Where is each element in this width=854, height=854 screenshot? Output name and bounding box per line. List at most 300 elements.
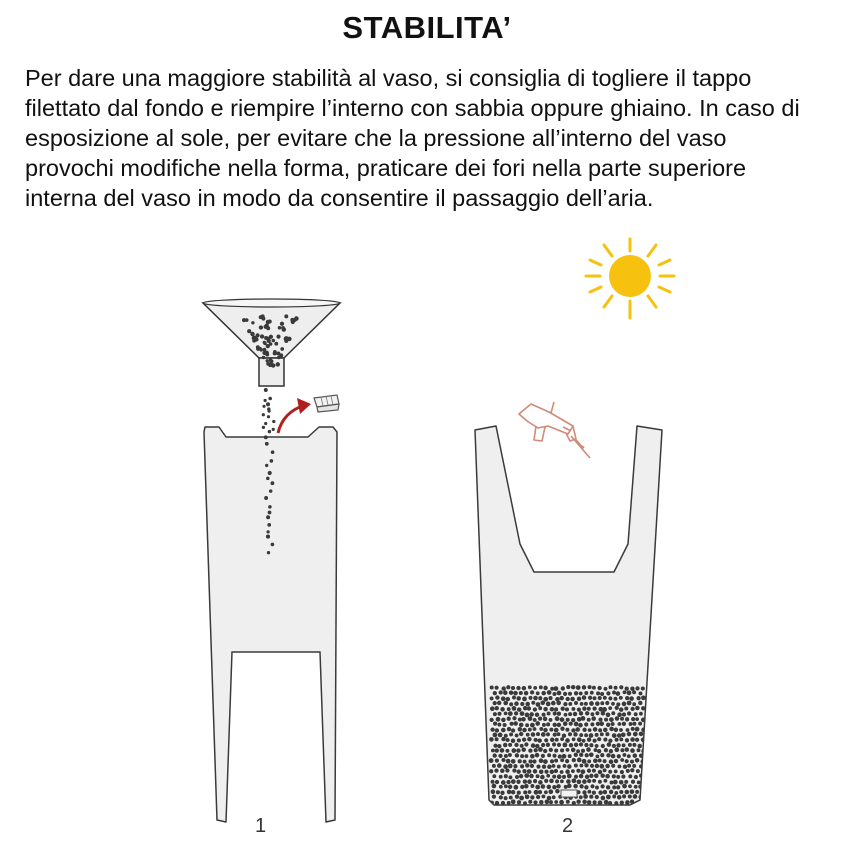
gravel-dot [625, 717, 629, 721]
gravel-dot [638, 784, 642, 788]
gravel-dot [642, 779, 646, 783]
gravel-dot [595, 786, 599, 790]
gravel-dot [556, 701, 561, 706]
gravel-dot [584, 743, 588, 747]
gravel-dot [567, 764, 572, 769]
gravel-dot [501, 718, 506, 723]
gravel-dot [614, 686, 618, 690]
gravel-dot [509, 796, 513, 800]
gravel-dot [541, 691, 546, 696]
gravel-dot [489, 737, 494, 742]
gravel-dot [528, 728, 532, 732]
gravel-dot [620, 758, 624, 762]
gravel-dot [560, 727, 564, 731]
gravel-dot [495, 686, 499, 690]
gravel-dot [517, 738, 521, 742]
gravel-dot [628, 743, 632, 747]
gravel-dot [611, 711, 615, 715]
gravel-dot [630, 748, 635, 753]
gravel-dot [582, 706, 586, 710]
gravel-dot [515, 775, 519, 779]
gravel-dot [612, 691, 616, 695]
gravel-dot [627, 711, 631, 715]
gravel-dot [622, 712, 626, 716]
gravel-dot [528, 716, 533, 721]
gravel-dot [637, 780, 641, 784]
gravel-dot [491, 749, 495, 753]
gravel-dot [567, 784, 572, 789]
gravel-dot [630, 737, 635, 742]
gravel-dot [513, 691, 518, 696]
gravel-dot [554, 686, 559, 691]
gravel-dot [501, 686, 505, 690]
gravel-dot [531, 701, 535, 705]
gravel-dot [594, 748, 598, 752]
gravel-dot [533, 696, 538, 701]
gravel-dot [593, 696, 597, 700]
gravel-dot [267, 551, 270, 554]
gravel-dot [528, 748, 532, 752]
gravel-dot [621, 732, 626, 737]
gravel-dot [536, 795, 540, 799]
gravel-dot [576, 749, 580, 753]
gravel-dot [557, 774, 562, 779]
gravel-dot [274, 342, 278, 346]
gravel-dot [533, 718, 537, 722]
gravel-dot [508, 764, 513, 769]
gravel-dot [574, 775, 578, 779]
gravel-dot [543, 717, 548, 722]
gravel-dot [563, 692, 567, 696]
gravel-dot [518, 759, 522, 763]
gravel-dot [546, 702, 551, 707]
gravel-dot [560, 748, 564, 752]
gravel-dot [607, 742, 612, 747]
gravel-dot [535, 744, 539, 748]
gravel-dot [622, 702, 627, 707]
gravel-dot [632, 722, 636, 726]
gravel-dot [574, 722, 579, 727]
gravel-dot [584, 733, 588, 737]
gravel-dot [256, 345, 260, 349]
gravel-dot [623, 765, 627, 769]
gravel-dot [264, 351, 269, 356]
gravel-dot [247, 329, 251, 333]
gravel-dot [553, 733, 557, 737]
gravel-dot [513, 721, 517, 725]
gravel-dot [519, 774, 523, 778]
gravel-dot [250, 332, 254, 336]
gravel-dot [489, 758, 494, 763]
gravel-dot [508, 775, 512, 779]
gravel-dot [541, 732, 546, 737]
gravel-dot [581, 769, 586, 774]
gravel-dot [525, 723, 529, 727]
gravel-dot [266, 515, 270, 519]
gravel-dot [520, 764, 524, 768]
gravel-dot [587, 800, 592, 805]
gravel-dot [535, 721, 540, 726]
gravel-dot [638, 701, 642, 705]
gravel-dot [264, 399, 267, 402]
gravel-dot [503, 701, 508, 706]
gravel-dot [266, 402, 270, 406]
gravel-dot [501, 696, 506, 701]
gravel-dot [553, 711, 557, 715]
gravel-dot [579, 764, 583, 768]
gravel-dot [612, 744, 616, 748]
gravel-dot [530, 690, 534, 694]
gravel-dot [507, 727, 511, 731]
gravel-dot [505, 768, 509, 772]
gravel-dot [263, 325, 267, 329]
gravel-dot [511, 739, 516, 744]
gravel-dot [641, 789, 646, 794]
gravel-dot [569, 722, 573, 726]
gravel-dot [530, 754, 535, 759]
gravel-dot [554, 749, 558, 753]
gravel-dot [543, 759, 548, 764]
gravel-dot [555, 789, 560, 794]
gravel-dot [622, 784, 627, 789]
gravel-dot [636, 696, 640, 700]
gravel-dot [595, 711, 599, 715]
gravel-dot [276, 352, 280, 356]
gravel-dot [511, 686, 515, 690]
gravel-dot [603, 759, 607, 763]
gravel-dot [504, 796, 508, 800]
gravel-dot [522, 697, 527, 702]
gravel-dot [549, 748, 553, 752]
gravel-dot [584, 691, 588, 695]
gravel-dot [606, 785, 610, 789]
gravel-dot [585, 711, 589, 715]
gravel-dot [589, 774, 593, 778]
gravel-dot [533, 769, 538, 774]
gravel-dot [573, 784, 578, 789]
gravel-dot [268, 505, 272, 509]
gravel-dot [504, 754, 508, 758]
gravel-dot [544, 770, 548, 774]
gravel-dot [501, 737, 505, 741]
gravel-dot [264, 422, 267, 425]
gravel-dot [620, 748, 624, 752]
gravel-dot [630, 799, 634, 803]
gravel-dot [620, 800, 624, 804]
gravel-dot [619, 728, 623, 732]
gravel-dot [543, 728, 547, 732]
gravel-dot [497, 723, 501, 727]
gravel-dot [617, 722, 621, 726]
gravel-dot [568, 692, 572, 696]
gravel-dot [267, 415, 270, 418]
gravel-dot [635, 706, 640, 711]
gravel-dot [565, 769, 570, 774]
gravel-dot [280, 322, 284, 326]
gravel-dot [632, 764, 636, 768]
gravel-dot [552, 775, 556, 779]
gravel-dot [629, 722, 633, 726]
gravel-dot [578, 723, 583, 728]
gravel-dot [619, 737, 623, 741]
gravel-dot [500, 791, 504, 795]
gravel-dot [608, 739, 612, 743]
arrow-icon [278, 398, 311, 433]
gravel-dot [539, 685, 543, 689]
gravel-dot [619, 685, 623, 689]
gravel-dot [533, 727, 537, 731]
gravel-dot [506, 759, 511, 764]
gravel-dot [539, 758, 544, 763]
gravel-dot [641, 728, 646, 733]
gravel-dot [573, 712, 577, 716]
gravel-dot [546, 743, 550, 747]
funnel-icon [203, 299, 340, 386]
gravel-dot [495, 780, 499, 784]
gravel-dot [492, 774, 496, 778]
gravel-dot [538, 790, 542, 794]
gravel-dot [268, 430, 271, 433]
gravel-dot [603, 779, 607, 783]
gravel-dot [598, 728, 602, 732]
gravel-dot [539, 770, 544, 775]
gravel-dot [516, 696, 521, 701]
gravel-dot [641, 737, 646, 742]
gravel-dot [597, 686, 601, 690]
gravel-dot [614, 769, 618, 773]
gravel-dot [566, 685, 570, 689]
gravel-dot [509, 732, 513, 736]
gravel-dot [595, 701, 600, 706]
gravel-dot [493, 753, 497, 757]
gravel-dot [530, 784, 534, 788]
gravel-dot [538, 716, 542, 720]
gravel-dot [577, 737, 582, 742]
gravel-dot [507, 707, 511, 711]
gravel-dot [612, 785, 616, 789]
gravel-dot [504, 734, 508, 738]
gravel-dot [557, 743, 561, 747]
vase-1 [204, 427, 337, 822]
gravel-dot [557, 712, 561, 716]
gravel-dot [490, 685, 494, 689]
gravel-dot [563, 764, 567, 768]
gravel-dot [568, 712, 572, 716]
gravel-dot [574, 753, 578, 757]
gravel-dot [536, 702, 541, 707]
gravel-dot [266, 530, 269, 533]
gravel-dot [264, 336, 268, 340]
gravel-dot [588, 728, 592, 732]
gravel-dot [552, 785, 556, 789]
gravel-dot [501, 801, 505, 805]
gravel-dot [617, 733, 622, 738]
gravel-dot [571, 728, 575, 732]
gravel-dot [496, 790, 500, 794]
gravel-dot [571, 718, 575, 722]
cap-icon [314, 395, 339, 412]
gravel-dot [584, 702, 588, 706]
gravel-dot [630, 707, 634, 711]
gravel-dot [264, 435, 268, 439]
gravel-dot [493, 701, 497, 705]
gravel-dot [251, 321, 254, 324]
gravel-dot [544, 790, 548, 794]
gravel-dot [608, 770, 612, 774]
gravel-dot [636, 769, 640, 773]
gravel-dot [535, 785, 540, 790]
gravel-dot [614, 728, 619, 733]
gravel-dot [524, 784, 529, 789]
gravel-dot [594, 774, 599, 779]
gravel-dot [500, 748, 505, 753]
gravel-dot [603, 768, 607, 772]
gravel-dot [270, 459, 274, 463]
gravel-dot [582, 685, 586, 689]
gravel-dot [280, 347, 284, 351]
gravel-dot [581, 716, 586, 721]
gravel-dot [635, 717, 639, 721]
gravel-dot [520, 702, 524, 706]
gravel-dot [503, 723, 507, 727]
gravel-dot [520, 744, 524, 748]
gravel-dot [592, 769, 596, 773]
gravel-dot [263, 341, 266, 344]
gravel-dot [600, 692, 604, 696]
gravel-dot [627, 754, 631, 758]
gravel-dot [609, 759, 614, 764]
gravel-dot [605, 764, 610, 769]
gravel-dot [509, 690, 514, 695]
gravel-dot [622, 794, 626, 798]
gravel-dot [529, 774, 534, 779]
gravel-dot [567, 774, 572, 779]
gravel-dot [515, 733, 519, 737]
gravel-dot [590, 722, 594, 726]
gravel-dot [536, 691, 540, 695]
gravel-dot [624, 706, 628, 710]
gravel-dot [566, 697, 570, 701]
gravel-dot [492, 794, 496, 798]
gravel-dot [562, 775, 566, 779]
gravel-dot [635, 790, 639, 794]
gravel-dot [584, 763, 588, 767]
gravel-dot [489, 718, 493, 722]
gravel-dot [611, 702, 615, 706]
gravel-dot [259, 325, 263, 329]
gravel-dot [516, 748, 520, 752]
gravel-dot [626, 769, 630, 773]
gravel-dot [574, 701, 578, 705]
gravel-dot [606, 795, 611, 800]
gravel-dot [617, 712, 622, 717]
gravel-dot [515, 753, 519, 757]
gravel-dot [516, 780, 520, 784]
gravel-dot [535, 712, 539, 716]
gravel-dot [514, 743, 518, 747]
gravel-dot [565, 728, 569, 732]
gravel-dot [619, 696, 623, 700]
gravel-dot [589, 743, 593, 747]
gravel-dot [557, 723, 561, 727]
gravel-dot [630, 760, 634, 764]
gravel-dot [544, 779, 548, 783]
gravel-dot [582, 728, 586, 732]
gravel-dot [573, 732, 577, 736]
gravel-dot [259, 348, 263, 352]
gravel-dot [614, 747, 619, 752]
gravel-dot [606, 691, 610, 695]
gravel-dot [641, 686, 645, 690]
gravel-dot [572, 801, 576, 805]
gravel-dot [508, 753, 512, 757]
gravel-dot [508, 743, 512, 747]
gravel-dot [495, 801, 499, 805]
gravel-dot [512, 716, 516, 720]
gravel-dot [501, 728, 506, 733]
gravel-dot [609, 727, 614, 732]
gravel-dot [563, 743, 568, 748]
gravel-dot [490, 801, 494, 805]
gravel-dot [541, 743, 545, 747]
gravel-dot [590, 764, 594, 768]
gravel-dot [505, 749, 509, 753]
gravel-dot [627, 690, 632, 695]
gravel-dot [609, 685, 613, 689]
gravel-dot [512, 706, 517, 711]
gravel-dot [560, 779, 564, 783]
page-title: STABILITA’ [342, 10, 512, 45]
gravel-dot [271, 543, 275, 547]
bottom-cap [561, 790, 577, 797]
gravel-dot [539, 727, 543, 731]
gravel-dot [526, 733, 530, 737]
gravel-dot [597, 737, 601, 741]
gravel-dot [615, 716, 620, 721]
gravel-dot [506, 685, 510, 689]
gravel-dot [572, 758, 576, 762]
gravel-dot [529, 712, 533, 716]
gravel-dot [574, 764, 578, 768]
gravel-dot [615, 738, 619, 742]
gravel-dot [497, 701, 501, 705]
gravel-dot [582, 779, 587, 784]
gravel-dot [557, 765, 561, 769]
gravel-dot [495, 737, 499, 741]
gravel-dot [579, 795, 583, 799]
gravel-dot [616, 691, 621, 696]
gravel-dot [550, 738, 555, 743]
gravel-dot [587, 707, 591, 711]
gravel-dot [503, 764, 508, 769]
gravel-dot [579, 753, 583, 757]
gravel-dot [524, 691, 529, 696]
gravel-dot [264, 496, 268, 500]
gravel-dot [542, 713, 546, 717]
gravel-dot [508, 785, 512, 789]
gravel-dot [520, 785, 524, 789]
gravel-dot [571, 769, 575, 773]
gravel-dot [504, 784, 508, 788]
gravel-dot [518, 718, 522, 722]
gravel-dot [266, 477, 270, 481]
gravel-dot [528, 790, 532, 794]
gravel-dot [604, 800, 609, 805]
gravel-dot [265, 359, 268, 362]
gravel-dot [517, 707, 521, 711]
gravel-dot [552, 754, 556, 758]
gravel-dot [267, 523, 271, 527]
